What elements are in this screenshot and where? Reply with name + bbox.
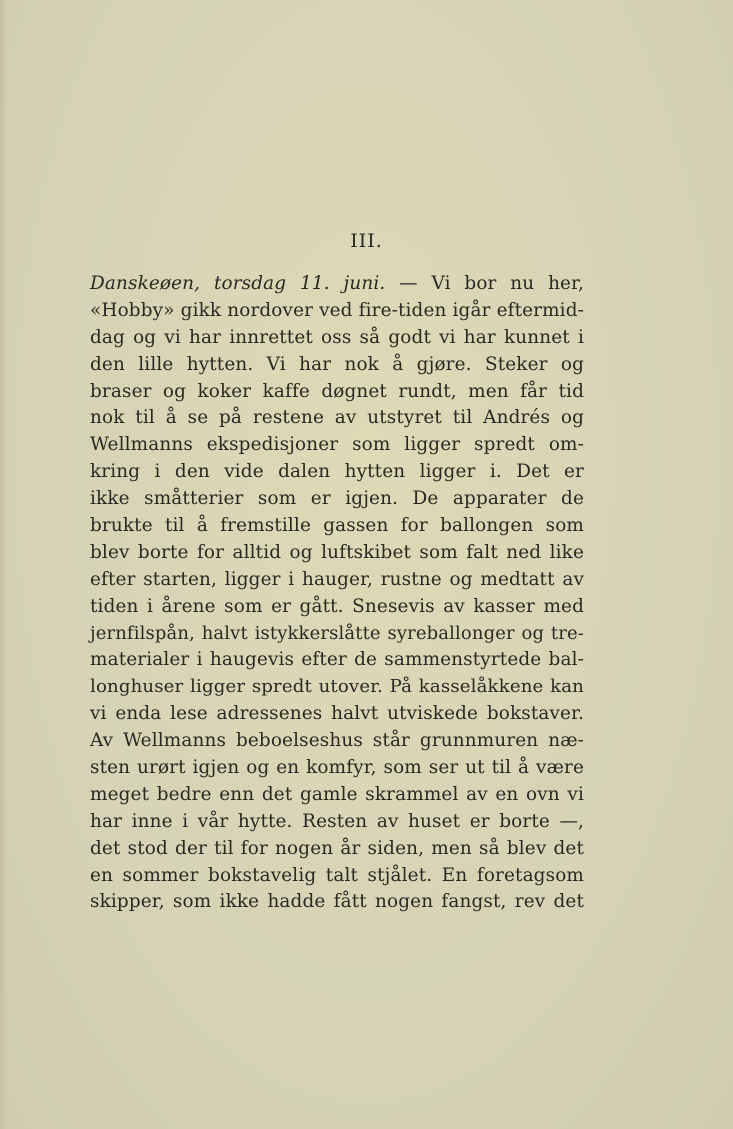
chapter-heading: III. xyxy=(350,230,383,252)
text-line: «Hobby» gikk nordover ved fire-tiden igår eftermid- xyxy=(90,299,584,321)
first-line-text: — Vi bor nu her, xyxy=(399,273,585,294)
text-line: dag og vi har innrettet oss så godt vi har kunnet i xyxy=(90,326,584,348)
text-line: vi enda lese adressenes halvt utviskede bokstaver. xyxy=(90,703,584,725)
text-line: har inne i vår hytte. Resten av huset er borte —, xyxy=(90,810,584,832)
text-line: blev borte for alltid og luftskibet som falt ned like xyxy=(90,541,584,563)
text-line: longhuser ligger spredt utover. På kasselåkkene kan xyxy=(90,676,584,698)
text-line: nok til å se på restene av utstyret til Andrés og xyxy=(90,407,584,429)
text-line: kring i den vide dalen hytten ligger i. Det er xyxy=(90,461,584,483)
text-line: skipper, som ikke hadde fått nogen fangst, rev det xyxy=(90,891,584,913)
body-text xyxy=(90,271,584,916)
text-line: braser og koker kaffe døgnet rundt, men får tid xyxy=(90,380,584,402)
text-line: materialer i haugevis efter de sammenstyrtede bal- xyxy=(90,649,584,671)
text-line: ikke småtterier som er igjen. De apparater de xyxy=(90,488,584,510)
text-line: en sommer bokstavelig talt stjålet. En foretagsom xyxy=(90,864,584,886)
text-line: det stod der til for nogen år siden, men så blev det xyxy=(90,837,584,859)
text-line: brukte til å fremstille gassen for ballongen som xyxy=(90,515,584,537)
dateline: Danskeøen, torsdag 11. juni. xyxy=(90,273,386,294)
text-line: jernfilspån, halvt istykkerslåtte syreballonger og tre- xyxy=(90,622,584,644)
text-line: Av Wellmanns beboelseshus står grunnmuren næ- xyxy=(90,730,584,752)
text-line: tiden i årene som er gått. Snesevis av kasser med xyxy=(90,595,584,617)
text-line: Wellmanns ekspedisjoner som ligger spredt om- xyxy=(90,434,584,456)
text-line: meget bedre enn det gamle skrammel av en ovn vi xyxy=(90,783,584,805)
text-line: den lille hytten. Vi har nok å gjøre. Steker og xyxy=(90,353,584,375)
text-line: sten urørt igjen og en komfyr, som ser ut til å være xyxy=(90,757,584,779)
text-line: efter starten, ligger i hauger, rustne og medtatt av xyxy=(90,568,584,590)
page-edge-shadow xyxy=(0,0,8,1129)
text-line xyxy=(90,271,584,298)
